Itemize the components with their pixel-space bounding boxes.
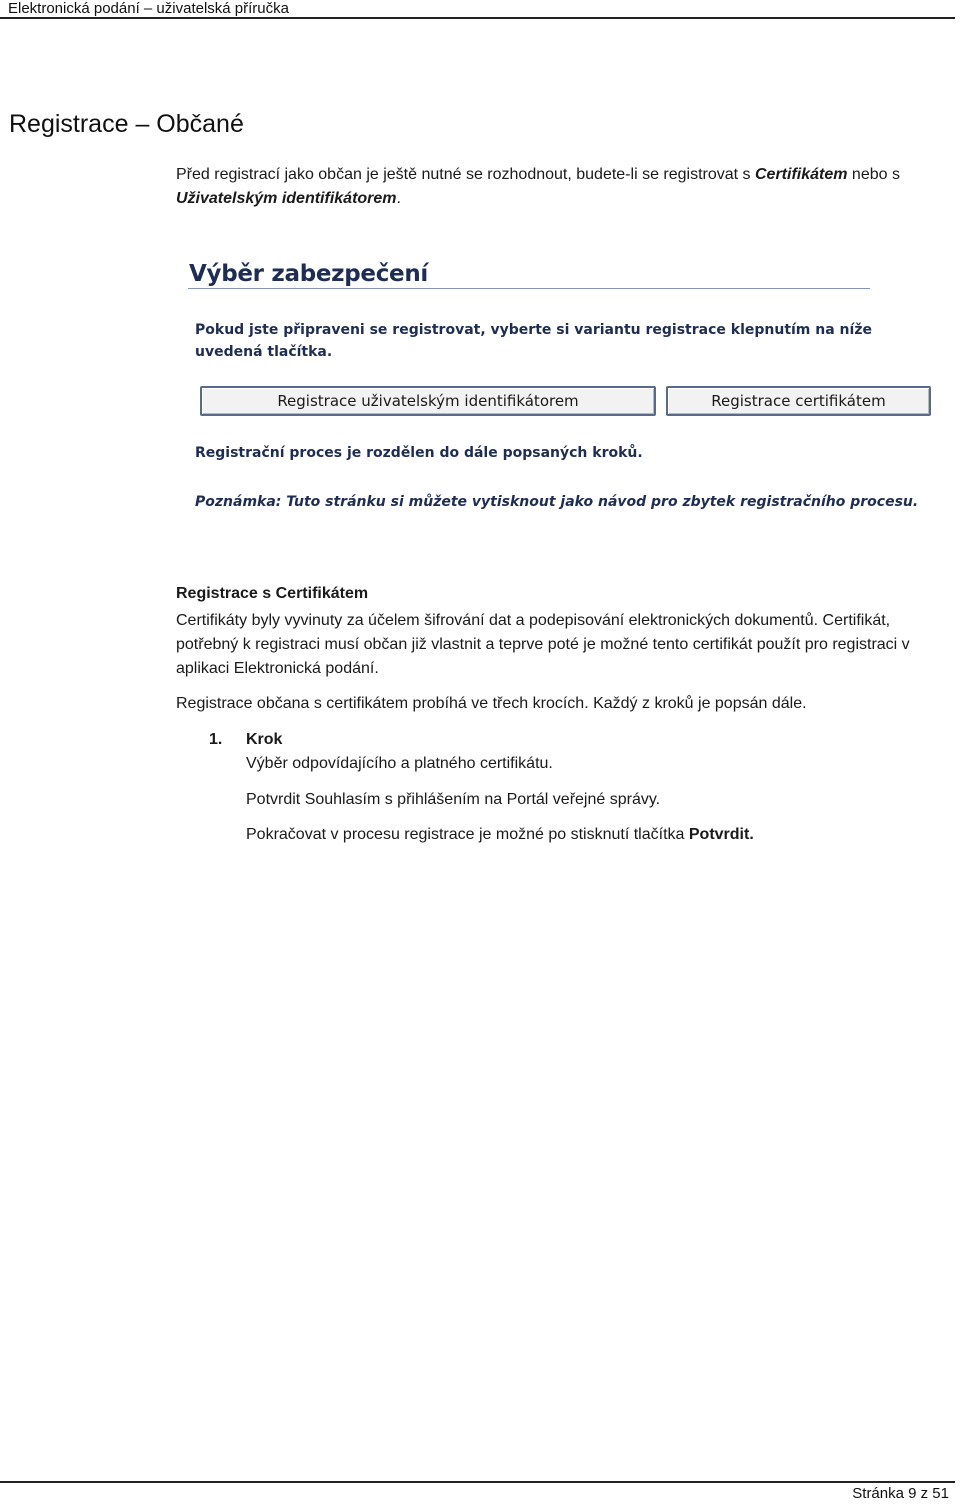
cert-paragraph-1: Certifikáty byly vyvinuty za účelem šifrování dat a podepisování elektronických dokumentů. Certifikát, potřebný k registraci musí občan již vlastnit a teprve poté je možné tento certifikát použít pro registraci v aplikaci Elektronická podání. <box>176 612 910 677</box>
cert-paragraph-2: Registrace občana s certifikátem probíhá ve třech krocích. Každý z kroků je popsán dále. <box>176 695 807 712</box>
step-number: 1. <box>209 731 223 748</box>
step-line-3 <box>246 823 936 847</box>
register-identifier-button[interactable]: Registrace uživatelským identifikátorem <box>200 386 656 416</box>
intro-text-1: Před registrací jako občan je ještě nutné se rozhodnout, budete-li se registrovat s <box>176 166 755 183</box>
intro-text-3: . <box>396 190 401 207</box>
intro-paragraph <box>176 163 946 211</box>
step-line-3-text: Pokračovat v procesu registrace je možné po stisknutí tlačítka <box>246 826 689 843</box>
cert-section-heading: Registrace s Certifikátem <box>176 585 369 602</box>
header-divider <box>0 17 955 19</box>
step-line-3-bold: Potvrdit. <box>688 826 754 843</box>
embedded-screenshot <box>185 255 945 525</box>
screenshot-note: Poznámka: Tuto stránku si můžete vytisknout jako návod pro zbytek registračního procesu. <box>195 494 919 510</box>
screenshot-process-text: Registrační proces je rozdělen do dále popsaných kroků. <box>195 445 643 461</box>
step-line-1: Výběr odpovídajícího a platného certifikátu. <box>246 755 553 772</box>
screenshot-instruction: Pokud jste připraveni se registrovat, vyberte si variantu registrace klepnutím na níže uvedená tlačítka. <box>195 322 872 360</box>
screenshot-title: Výběr zabezpečení <box>189 261 429 287</box>
step-line-2: Potvrdit Souhlasím s přihlášením na Portál veřejné správy. <box>246 791 661 808</box>
intro-text-2: nebo s <box>847 166 900 183</box>
intro-certifikat: Certifikátem <box>755 166 848 183</box>
intro-identifikator: Uživatelským identifikátorem <box>176 190 397 207</box>
step-title: Krok <box>246 731 283 748</box>
running-header: Elektronická podání – uživatelská příručka <box>8 0 289 17</box>
screenshot-title-divider <box>188 288 870 289</box>
register-certificate-button[interactable]: Registrace certifikátem <box>666 386 931 416</box>
section-title: Registrace – Občané <box>9 110 244 138</box>
page-number: Stránka 9 z 51 <box>852 1485 949 1502</box>
footer-divider <box>0 1481 955 1483</box>
